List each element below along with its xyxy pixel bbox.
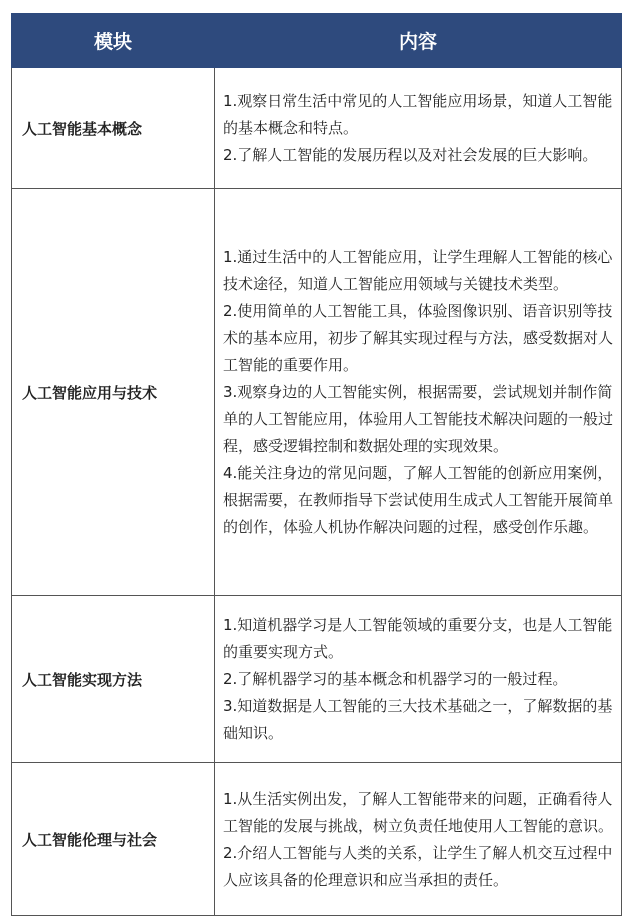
content-item: 2.介绍人工智能与人类的关系，让学生了解人机交互过程中人应该具备的伦理意识和应当承担的责任。 [223, 843, 613, 889]
content-item: 1.从生活实例出发，了解人工智能带来的问题，正确看待人工智能的发展与挑战，树立负责任地使用人工智能的意识。 [223, 789, 614, 835]
content-cell [215, 189, 622, 596]
table-row [12, 596, 622, 763]
content-item: 1.知道机器学习是人工智能领域的重要分支，也是人工智能的重要实现方式。 [223, 616, 613, 661]
table-header-row [12, 14, 622, 68]
header-content: 内容 [215, 14, 622, 68]
module-cell: 人工智能实现方法 [12, 596, 215, 763]
curriculum-table-container [11, 13, 621, 916]
content-item: 4.能关注身边的常见问题，了解人工智能的创新应用案例，根据需要，在教师指导下尝试使用生成式人工智能开展简单的创作，体验人机协作解决问题的过程，感受创作乐趣。 [223, 464, 614, 536]
table-row [12, 189, 622, 596]
content-item: 3.知道数据是人工智能的三大技术基础之一，了解数据的基础知识。 [223, 697, 613, 742]
content-item: 2.了解人工智能的发展历程以及对社会发展的巨大影响。 [223, 146, 598, 164]
module-cell: 人工智能伦理与社会 [12, 763, 215, 916]
table-row [12, 763, 622, 916]
content-item: 1.通过生活中的人工智能应用，让学生理解人工智能的核心技术途径，知道人工智能应用领域与关键技术类型。 [223, 248, 613, 293]
content-item: 2.了解机器学习的基本概念和机器学习的一般过程。 [223, 670, 568, 688]
content-cell [215, 596, 622, 763]
header-module: 模块 [12, 14, 215, 68]
content-item: 3.观察身边的人工智能实例，根据需要，尝试规划并制作简单的人工智能应用，体验用人工智能技术解决问题的一般过程，感受逻辑控制和数据处理的实现效果。 [223, 383, 614, 455]
content-item: 2.使用简单的人工智能工具，体验图像识别、语音识别等技术的基本应用，初步了解其实现过程与方法，感受数据对人工智能的重要作用。 [223, 302, 614, 374]
module-cell: 人工智能应用与技术 [12, 189, 215, 596]
content-cell [215, 763, 622, 916]
content-cell [215, 68, 622, 189]
curriculum-table [11, 13, 622, 916]
table-row [12, 68, 622, 189]
content-item: 1.观察日常生活中常见的人工智能应用场景，知道人工智能的基本概念和特点。 [223, 92, 613, 137]
module-cell: 人工智能基本概念 [12, 68, 215, 189]
